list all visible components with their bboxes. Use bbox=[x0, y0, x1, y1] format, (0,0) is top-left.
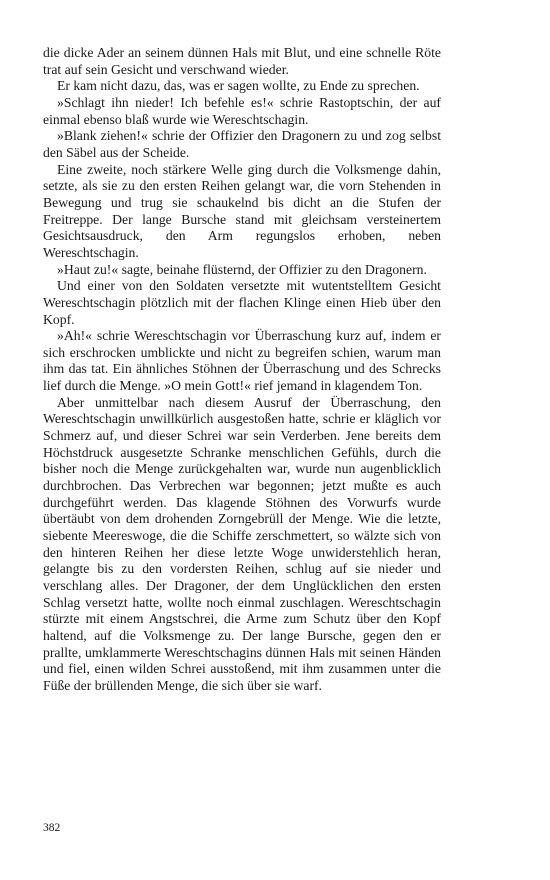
paragraph-9: Aber unmittelbar nach diesem Ausruf der Überraschung, den Wereschtschagin unwillkürlich ausgestoßen hatte, schrie er kläglich vor Schmerz auf, und dieser Schrei war sein Verderben. Jene bereits dem Höchstdruck ausgesetzte Schranke menschlichen Gefühls, durch die bisher noch die Menge zurückgehalten war, wurde nun augenblicklich durchbrochen. Das Verbrechen war begonnen; jetzt mußte es auch durchgeführt werden. Das klagende Stöhnen des Vorwurfs wurde übertäubt von dem drohenden Zorngebrüll der Menge. Wie die letzte, siebente Meereswoge, die die Schiffe zerschmettert, so wälzte sich von den hinteren Reihen her diese letzte Woge unwiderstehlich heran, gelangte bis zu den vordersten Reihen, schlug auf sie nieder und verschlang alles. Der Dragoner, der dem Unglücklichen den ersten Schlag versetzt hatte, wollte noch einmal zuschlagen. Wereschtschagin stürzte mit einem Angstschrei, die Arme zum Schutz über den Kopf haltend, auf die Volksmenge zu. Der lange Bursche, gegen den er prallte, umklammerte Wereschtschagins dünnen Hals mit seinen Händen und fiel, einen wilden Schrei ausstoßend, mit ihm zusammen unter die Füße der brüllenden Menge, die sich über sie warf. bbox=[43, 394, 441, 693]
paragraph-5: Eine zweite, noch stärkere Welle ging durch die Volksmenge dahin, setzte, als sie zu den ersten Reihen gelangt war, die vorn Stehenden in Bewegung und trug sie schaukelnd bis dicht an die Stufen der Freitreppe. Der lange Bursche stand mit gleichsam versteinertem Gesichtsausdruck, den Arm regungslos erhoben, neben Wereschtschagin. bbox=[43, 161, 441, 260]
paragraph-2: Er kam nicht dazu, das, was er sagen wollte, zu Ende zu sprechen. bbox=[57, 78, 420, 94]
paragraph-6: »Haut zu!« sagte, beinahe flüsternd, der Offizier zu den Dragonern. bbox=[57, 261, 427, 277]
paragraph-4: »Blank ziehen!« schrie der Offizier den Dragonern zu und zog selbst den Säbel aus der Scheide. bbox=[43, 128, 441, 160]
paragraph-1: die dicke Ader an seinem dünnen Hals mit Blut, und eine schnelle Röte trat auf sein Gesicht und verschwand wieder. bbox=[43, 45, 441, 77]
paragraph-7: Und einer von den Soldaten versetzte mit wutentstelltem Gesicht Wereschtschagin plötzlich mit der flachen Klinge einen Hieb über den Kopf. bbox=[43, 278, 441, 327]
page-number: 382 bbox=[43, 822, 61, 834]
paragraph-3: »Schlagt ihn nieder! Ich befehle es!« schrie Rastoptschin, der auf einmal ebenso blaß wurde wie Wereschtschagin. bbox=[43, 94, 441, 127]
paragraph-8: »Ah!« schrie Wereschtschagin vor Überraschung kurz auf, indem er sich erschrocken umblickte und nicht zu begreifen schien, warum man ihm das tat. Ein ähnliches Stöhnen der Überraschung und des Schrecks lief durch die Menge. »O mein Gott!« rief jemand in klagendem Ton. bbox=[43, 328, 441, 394]
page-body bbox=[43, 45, 441, 695]
